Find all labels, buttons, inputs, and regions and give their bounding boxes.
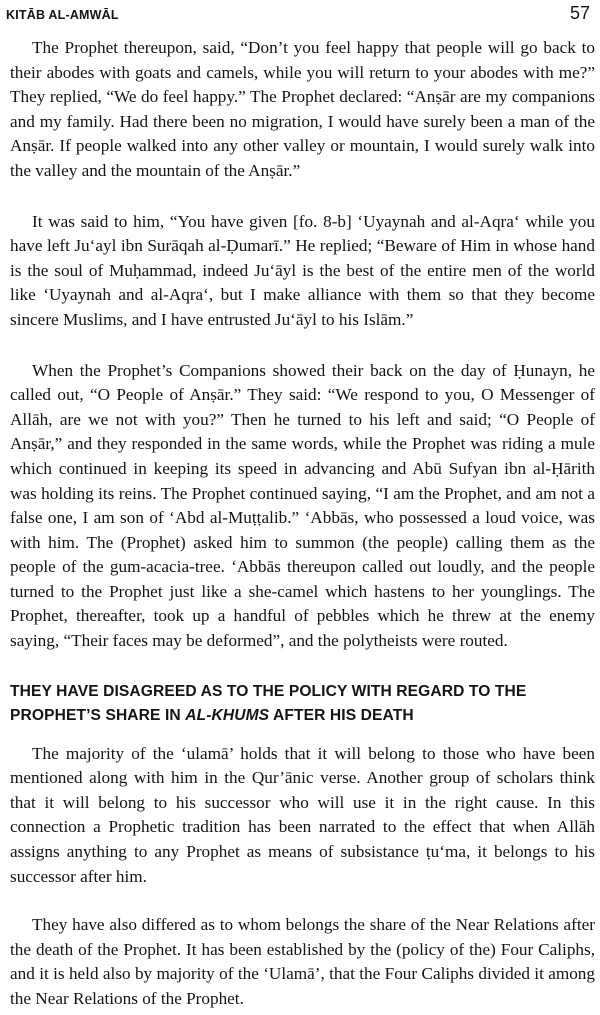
paragraph-ansar-reply: The Prophet thereupon, said, “Don’t you feel happy that people will go back to their abodes with goats and camels, while you will return to your abodes with me?” They replied, “We do feel happy.” The Prophet declared: “Anṣār are my companions and my family. Had there been no migration, I would have surely been a man of the Anṣār. If people walked into any other valley or mountain, I would surely walk into the valley and the mountain of the Anṣār.”: [10, 38, 595, 180]
paragraph-near-relations: They have also differed as to whom belongs the share of the Near Relations after the death of the Prophet. It has been established by the (policy of the) Four Caliphs, and it is held also by majority of the ‘Ulamā’, that the Four Caliphs divided it among the Near Relations of the Prophet.: [10, 915, 595, 1008]
page-number: 57: [569, 3, 590, 23]
section-heading-part1: THEY HAVE DISAGREED AS TO THE POLICY WITH REGARD TO THE PROPHET’S SHARE IN: [10, 682, 527, 724]
section-heading-khums: AL-KHUMS: [185, 706, 270, 724]
paragraph-hunayn: When the Prophet’s Companions showed their back on the day of Ḥunayn, he called out, “O People of Anṣār.” They said: “We respond to you, O Messenger of Allāh, are we not with you?” Then he turned to his left and said; “O People of Anṣār,” and they responded in the same words, while the Prophet was riding a mule which continued in keeping its speed in advancing and Abū Sufyan ibn al-Ḥārith was holding its reins. The Prophet continued saying, “I am the Prophet, and am not a false one, I am son of ‘Abd al-Muṭṭalib.” ‘Abbās, who possessed a loud voice, was with him. The (Prophet) asked him to summon (the people) calling them as the people of the gum-acacia-tree. ‘Abbās thereupon called out loudly, and the people turned to the Prophet just like a she-camel which hastens to her younglings. The Prophet, thereafter, took up a handful of pebbles which he threw at the enemy saying, “Their faces may be deformed”, and the polytheists were routed.: [10, 360, 595, 651]
paragraph-ulama-majority: The majority of the ‘ulamā’ holds that it will belong to those who have been mentioned along with him in the Qur’ānic verse. Another group of scholars think that it will belong to his successor who will use it in the right cause. In this connection a Prophetic tradition has been narrated to the effect that when Allāh assigns anything to any Prophet as means of subsistance ṭu‘ma, it belongs to his successor after him.: [10, 743, 595, 886]
section-heading-part3: AFTER HIS DEATH: [269, 706, 414, 724]
section-heading: [10, 680, 595, 728]
body-text: [10, 36, 595, 1012]
paragraph-juayl: It was said to him, “You have given [fo. 8-b] ‘Uyaynah and al-Aqra‘ while you have left Ju‘ayl ibn Surāqah al-Ḍumarī.” He replied; “Beware of Him in whose hand is the soul of Muḥammad, indeed Ju‘āyl is the best of the entire men of the world like ‘Uyaynah and al-Aqra‘, but I make alliance with them so that they become sincere Muslims, and I have entrusted Ju‘āyl to his Islām.”: [10, 211, 595, 329]
page-header: [6, 2, 594, 28]
running-title: KITĀB AL-AMWĀL: [6, 8, 119, 22]
